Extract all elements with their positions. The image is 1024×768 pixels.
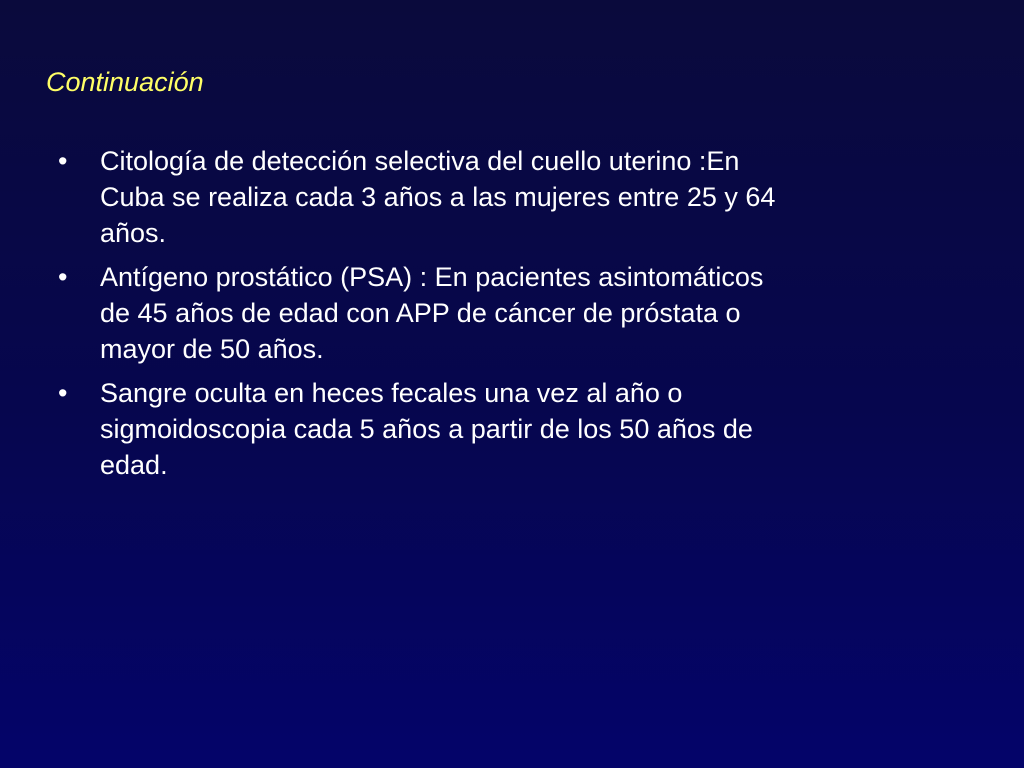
bullet-line: años. (100, 218, 167, 248)
bullet-text (100, 375, 978, 483)
slide-title: Continuación (46, 67, 204, 97)
bullet-line: Citología de detección selectiva del cuello uterino :En (100, 146, 740, 176)
bullet-icon: • (58, 146, 68, 176)
bullet-line: Sangre oculta en heces fecales una vez al año o (100, 378, 683, 408)
bullet-icon: • (58, 378, 68, 408)
bullet-list (58, 143, 978, 491)
bullet-line: sigmoidoscopia cada 5 años a partir de los 50 años de (100, 414, 753, 444)
bullet-line: edad. (100, 450, 168, 480)
bullet-item-fecal-occult-blood (58, 375, 978, 483)
bullet-line: Cuba se realiza cada 3 años a las mujeres entre 25 y 64 (100, 182, 776, 212)
bullet-text (100, 259, 978, 367)
bullet-icon: • (58, 262, 68, 292)
bullet-text (100, 143, 978, 251)
bullet-item-cervical-cytology (58, 143, 978, 251)
bullet-line: mayor de 50 años. (100, 334, 324, 364)
bullet-item-psa (58, 259, 978, 367)
bullet-line: Antígeno prostático (PSA) : En pacientes asintomáticos (100, 262, 764, 292)
bullet-line: de 45 años de edad con APP de cáncer de próstata o (100, 298, 741, 328)
